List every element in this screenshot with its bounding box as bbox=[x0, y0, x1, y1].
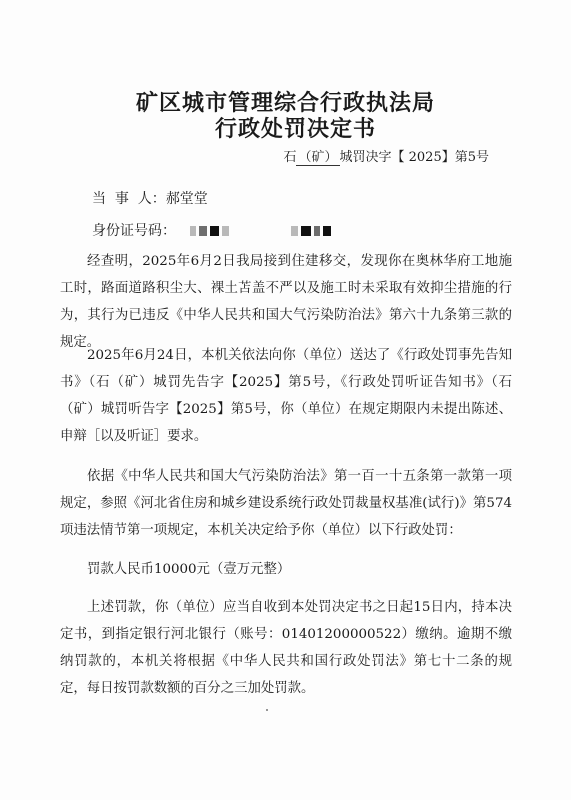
doc-number-prefix: 石 bbox=[283, 150, 297, 165]
redaction-block bbox=[190, 226, 196, 236]
document-type-title: 行政处罚决定书 bbox=[214, 116, 376, 142]
notice-paragraph: 2025年6月24日，本机关依法向你（单位）送达了《行政处罚事先告知书》（石（矿）城罚先告字【2025】第5号，《行政处罚听证告知书》（石（矿）城罚听告字【2025】第5号，你（单位）在规定期限内未提出陈述、申辩［以及听证］要求。 bbox=[60, 348, 512, 444]
penalty-amount: 罚款人民币10000元（壹万元整） bbox=[87, 562, 291, 577]
document-number bbox=[283, 146, 489, 165]
redaction-block bbox=[199, 226, 207, 236]
party-label: 当 事 人： bbox=[92, 191, 166, 207]
party-name: 郝堂堂 bbox=[165, 191, 208, 207]
redaction-block bbox=[301, 226, 311, 236]
legal-basis-paragraph: 依据《中华人民共和国大气污染防治法》第一百一十五条第一款第一项规定，参照《河北省住房和城乡建设系统行政处罚裁量权基准(试行)》第574项违法情节第一项规定，本机关决定给予你（单位）以下行政处罚： bbox=[60, 469, 512, 538]
id-number-redacted bbox=[190, 223, 334, 239]
doc-number-underlined: （矿） bbox=[298, 150, 338, 165]
id-number-field bbox=[92, 220, 334, 240]
doc-number-suffix: 城罚决字【 2025】第5号 bbox=[339, 150, 489, 165]
redaction-block bbox=[314, 226, 320, 236]
redaction-block bbox=[323, 226, 331, 236]
party-field bbox=[92, 188, 208, 208]
redaction-block bbox=[210, 226, 219, 236]
id-label: 身份证号码： bbox=[92, 223, 176, 239]
issuing-authority-title: 矿区城市管理综合行政执法局 bbox=[135, 90, 435, 116]
speck-mark bbox=[266, 709, 268, 711]
redaction-block bbox=[222, 226, 229, 236]
findings-paragraph: 经查明，2025年6月2日我局接到住建移交，发现你在奥林华府工地施工时，路面道路积尘大、裸土苫盖不严以及施工时未采取有效抑尘措施的行为，其行为已违反《中华人民共和国大气污染防治法》第六十九条第三款的规定。 bbox=[60, 254, 512, 350]
redaction-block bbox=[291, 226, 298, 236]
payment-instructions-paragraph: 上述罚款，你（单位）应当自收到本处罚决定书之日起15日内，持本决定书，到指定银行河北银行（账号：01401200000522）缴纳。逾期不缴纳罚款的，本机关将根据《中华人民共和国行政处罚法》第七十二条的规定，每日按罚款数额的百分之三加处罚款。 bbox=[60, 600, 512, 696]
